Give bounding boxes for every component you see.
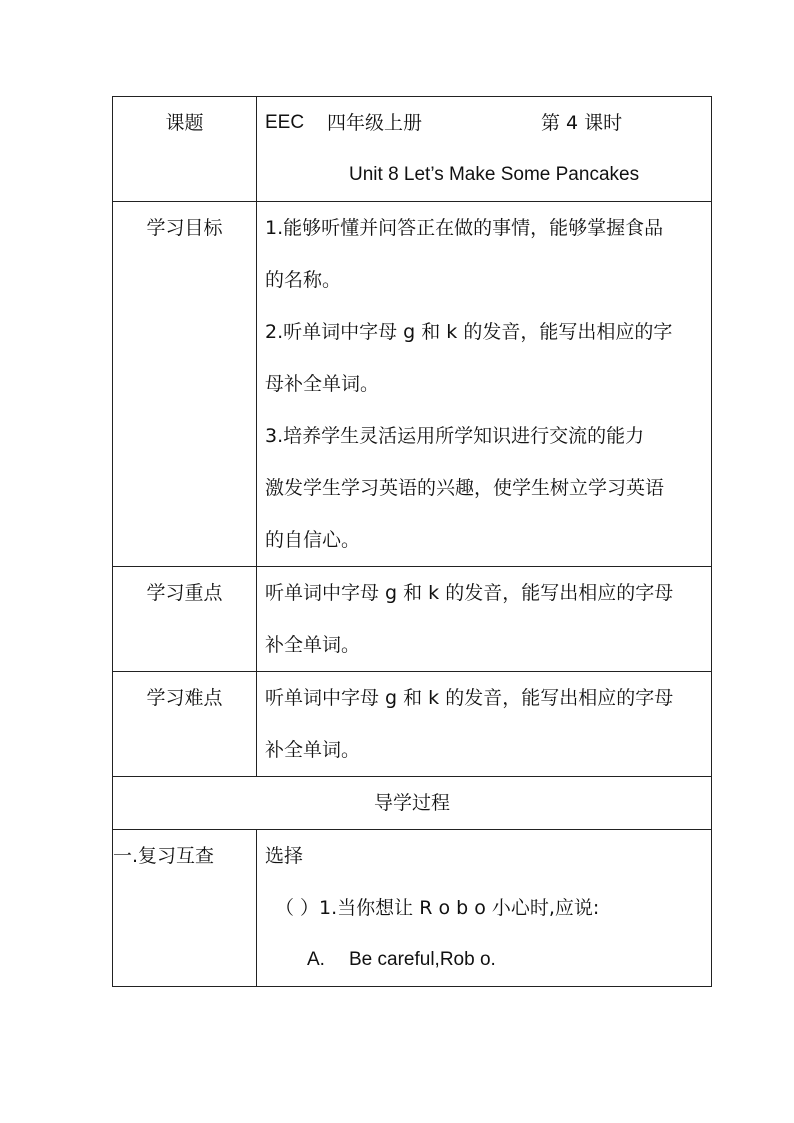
lesson-plan-table bbox=[112, 96, 712, 987]
period-text: 第 4 课时 bbox=[541, 112, 623, 134]
objective-line: 2.听单词中字母 g 和 k 的发音，能写出相应的字 bbox=[265, 321, 673, 343]
grade-text: 四年级上册 bbox=[327, 112, 423, 134]
title-info-line bbox=[257, 97, 711, 149]
publisher-text: EEC bbox=[265, 112, 305, 133]
key-points-content-cell bbox=[257, 567, 712, 672]
process-heading-cell bbox=[113, 777, 712, 830]
review-label-cell bbox=[113, 830, 257, 987]
objective-line: 激发学生学习英语的兴趣，使学生树立学习英语 bbox=[265, 477, 665, 499]
difficult-point-line: 补全单词。 bbox=[265, 739, 361, 761]
objective-line: 3.培养学生灵活运用所学知识进行交流的能力 bbox=[265, 425, 645, 447]
key-points-row bbox=[113, 567, 712, 672]
review-question: （ ）1.当你想让 R o b o 小心时,应说: bbox=[275, 897, 600, 919]
objective-line: 1.能够听懂并问答正在做的事情，能够掌握食品 bbox=[265, 217, 664, 239]
process-row bbox=[113, 777, 712, 830]
review-option-a bbox=[265, 934, 705, 986]
objectives-label: 学习目标 bbox=[146, 217, 223, 239]
key-points-label-cell bbox=[113, 567, 257, 672]
review-label: 一.复习互查 bbox=[113, 845, 215, 867]
option-text: Be careful,Rob o. bbox=[349, 949, 496, 970]
difficult-point-line: 听单词中字母 g 和 k 的发音，能写出相应的字母 bbox=[265, 687, 674, 709]
objective-line: 母补全单词。 bbox=[265, 373, 380, 395]
difficult-points-content-cell bbox=[257, 672, 712, 777]
title-label: 课题 bbox=[165, 112, 204, 134]
difficult-points-label-cell bbox=[113, 672, 257, 777]
title-label-cell bbox=[113, 97, 257, 202]
objective-line: 的名称。 bbox=[265, 269, 342, 291]
review-row bbox=[113, 830, 712, 987]
option-letter: A. bbox=[307, 949, 325, 970]
objectives-row bbox=[113, 202, 712, 567]
review-content-cell bbox=[257, 830, 712, 987]
objective-line: 的自信心。 bbox=[265, 529, 361, 551]
process-heading: 导学过程 bbox=[373, 792, 450, 814]
objectives-label-cell bbox=[113, 202, 257, 567]
key-point-line: 听单词中字母 g 和 k 的发音，能写出相应的字母 bbox=[265, 582, 674, 604]
review-instruction: 选择 bbox=[265, 845, 304, 867]
key-point-line: 补全单词。 bbox=[265, 634, 361, 656]
title-content-cell bbox=[257, 97, 712, 202]
objectives-content-cell bbox=[257, 202, 712, 567]
key-points-label: 学习重点 bbox=[146, 582, 223, 604]
unit-title: Unit 8 Let’s Make Some Pancakes bbox=[349, 164, 640, 185]
difficult-points-row bbox=[113, 672, 712, 777]
difficult-points-label: 学习难点 bbox=[146, 687, 223, 709]
title-row bbox=[113, 97, 712, 202]
